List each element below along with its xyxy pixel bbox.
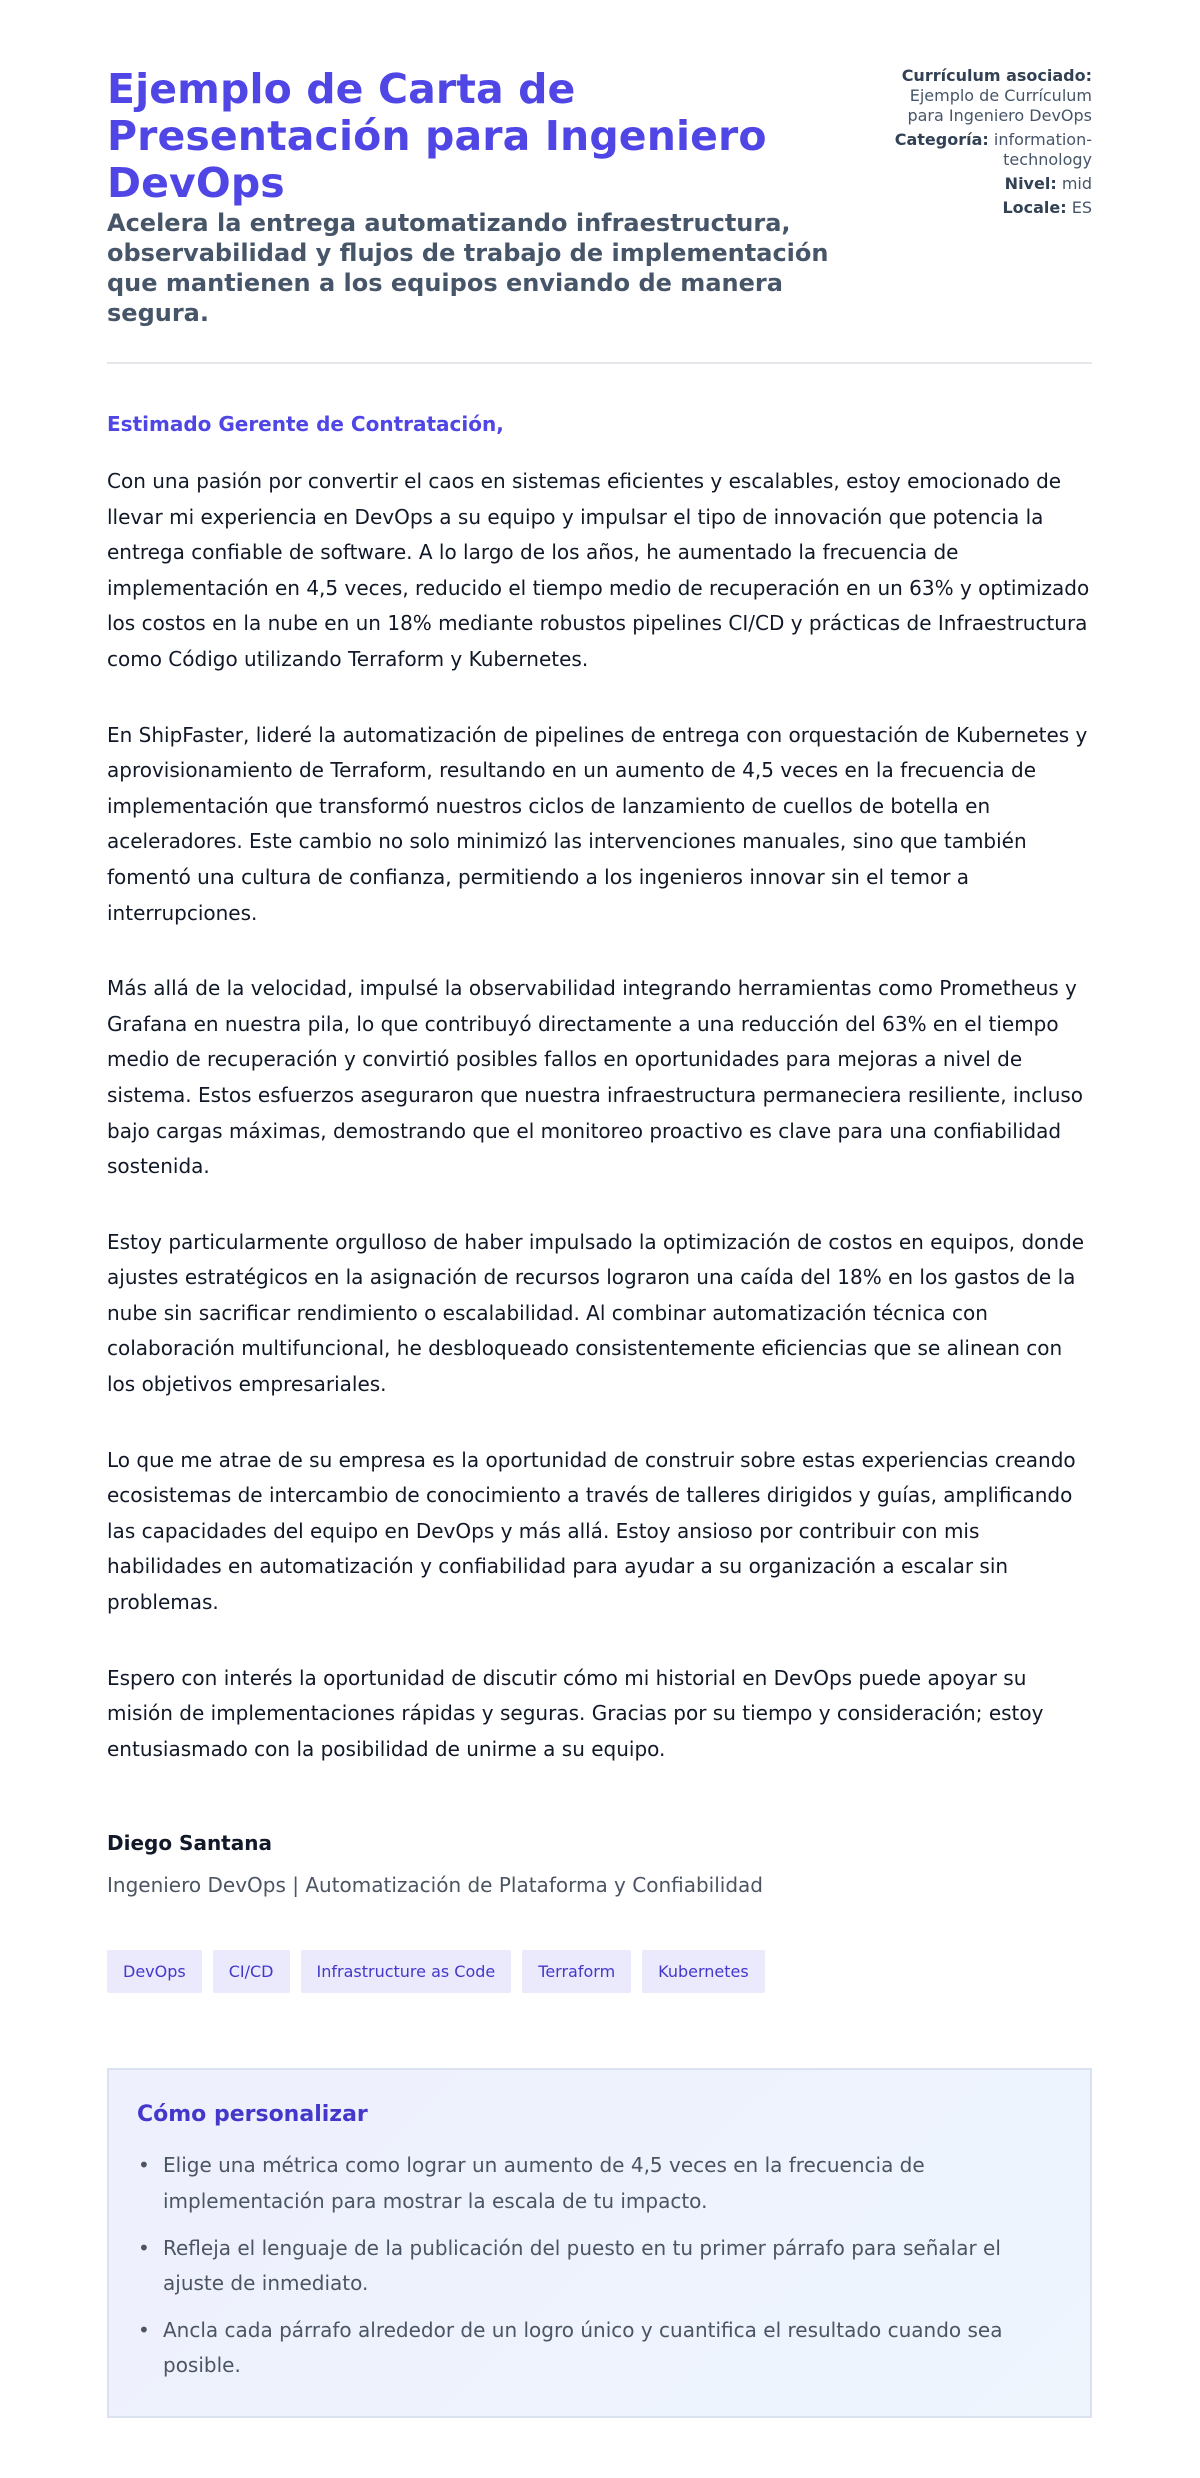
- meta-resume: [892, 66, 1092, 126]
- meta-category: [892, 130, 1092, 170]
- meta-locale-value: ES: [1071, 198, 1092, 217]
- tips-list: [137, 2148, 1062, 2384]
- letter-paragraph: En ShipFaster, lideré la automatización de pipelines de entrega con orquestación de Kubernetes y aprovisionamiento de Terraform, resultando en un aumento de 4,5 veces en la frecuencia de implementación que transformó nuestros ciclos de lanzamiento de cuellos de botella en aceleradores. Este cambio no solo minimizó las intervenciones manuales, sino que también fomentó una cultura de confianza, permitiendo a los ingenieros innovar sin el temor a interrupciones.: [107, 722, 1088, 925]
- letter-paragraph: Más allá de la velocidad, impulsé la observabilidad integrando herramientas como Prometheus y Grafana en nuestra pila, lo que contribuyó directamente a una reducción del 63% en el tiempo medio de recuperación y convirtió posibles fallos en oportunidades para mejoras a nivel de sistema. Estos esfuerzos aseguraron que nuestra infraestructura permaneciera resiliente, incluso bajo cargas máximas, demostrando que el monitoreo proactivo es clave para una confiabilidad sostenida.: [107, 976, 1084, 1179]
- meta-category-value: information-technology: [993, 130, 1092, 169]
- tag-ci-cd: CI/CD: [213, 1950, 290, 1993]
- meta-level-value: mid: [1061, 174, 1092, 193]
- letter-paragraph: Con una pasión por convertir el caos en sistemas eficientes y escalables, estoy emocionado de llevar mi experiencia en DevOps a su equipo y impulsar el tipo de innovación que potencia la entrega confiable de software. A lo largo de los años, he aumentado la frecuencia de implementación en 4,5 veces, reducido el tiempo medio de recuperación en un 63% y optimizado los costos en la nube en un 18% mediante robustos pipelines CI/CD y prácticas de Infraestructura como Código utilizando Terraform y Kubernetes.: [107, 469, 1090, 671]
- meta-category-label: Categoría:: [894, 130, 989, 149]
- letter-paragraph: Estoy particularmente orgulloso de haber impulsado la optimización de costos en equipos, donde ajustes estratégicos en la asignación de recursos lograron una caída del 18% en los gastos de la nube sin sacrificar rendimiento o escalabilidad. Al combinar automatización técnica con colaboración multifuncional, he desbloqueado consistentemente eficiencias que se alinean con los objetivos empresariales.: [107, 1229, 1085, 1397]
- page-header: [107, 66, 1092, 364]
- meta-locale: [892, 198, 1092, 218]
- bullet-icon: •: [138, 2317, 150, 2342]
- letter-body: [107, 410, 1092, 1767]
- meta-resume-label: Currículum asociado:: [901, 66, 1092, 85]
- letter-paragraph: Espero con interés la oportunidad de discutir cómo mi historial en DevOps puede apoyar su misión de implementaciones rápidas y seguras. Gracias por su tiempo y consideración; estoy entusiasmado con la posibilidad de unirme a su equipo.: [107, 1665, 1044, 1761]
- signature-block: [107, 1829, 1092, 1899]
- tag-devops: DevOps: [107, 1950, 202, 1993]
- tip-text: Elige una métrica como lograr un aumento de 4,5 veces en la frecuencia de implementación para mostrar la escala de tu impacto.: [163, 2153, 925, 2213]
- customization-tips: [107, 2068, 1092, 2418]
- bullet-icon: •: [138, 2235, 150, 2260]
- tag-infrastructure-as-code: Infrastructure as Code: [301, 1950, 512, 1993]
- salutation: Estimado Gerente de Contratación,: [107, 412, 504, 436]
- meta-resume-value: Ejemplo de Currículum para Ingeniero DevOps: [907, 86, 1092, 125]
- tag-terraform: Terraform: [522, 1950, 631, 1993]
- skill-tags: [107, 1950, 1092, 1993]
- bullet-icon: •: [138, 2153, 150, 2178]
- tip-text: Ancla cada párrafo alrededor de un logro único y cuantifica el resultado cuando sea posible.: [163, 2317, 1003, 2378]
- tip-item: [138, 2313, 1062, 2384]
- meta-level: [892, 174, 1092, 194]
- tag-kubernetes: Kubernetes: [642, 1950, 765, 1993]
- meta-locale-label: Locale:: [1002, 198, 1067, 217]
- tips-title: Cómo personalizar: [137, 2102, 368, 2128]
- meta-panel: [892, 66, 1092, 222]
- tip-item: [138, 2148, 1062, 2219]
- letter-paragraph: Lo que me atrae de su empresa es la oportunidad de construir sobre estas experiencias creando ecosistemas de intercambio de conocimiento a través de talleres dirigidos y guías, amplificando las capacidades del equipo en DevOps y más allá. Estoy ansioso por contribuir con mis habilidades en automatización y confiabilidad para ayudar a su organización a escalar sin problemas.: [107, 1447, 1076, 1615]
- signature-title: Ingeniero DevOps | Automatización de Plataforma y Confiabilidad: [107, 1873, 763, 1898]
- signature-name: Diego Santana: [107, 1831, 272, 1856]
- header-titles: [107, 66, 867, 328]
- meta-level-label: Nivel:: [1004, 174, 1057, 193]
- tip-text: Refleja el lenguaje de la publicación del puesto en tu primer párrafo para señalar el ajuste de inmediato.: [163, 2235, 1001, 2296]
- page-subtitle: Acelera la entrega automatizando infraestructura, observabilidad y flujos de trabajo de implementación que mantienen a los equipos enviando de manera segura.: [107, 209, 829, 327]
- page-title: Ejemplo de Carta de Presentación para Ingeniero DevOps: [107, 65, 767, 207]
- tip-item: [138, 2231, 1062, 2302]
